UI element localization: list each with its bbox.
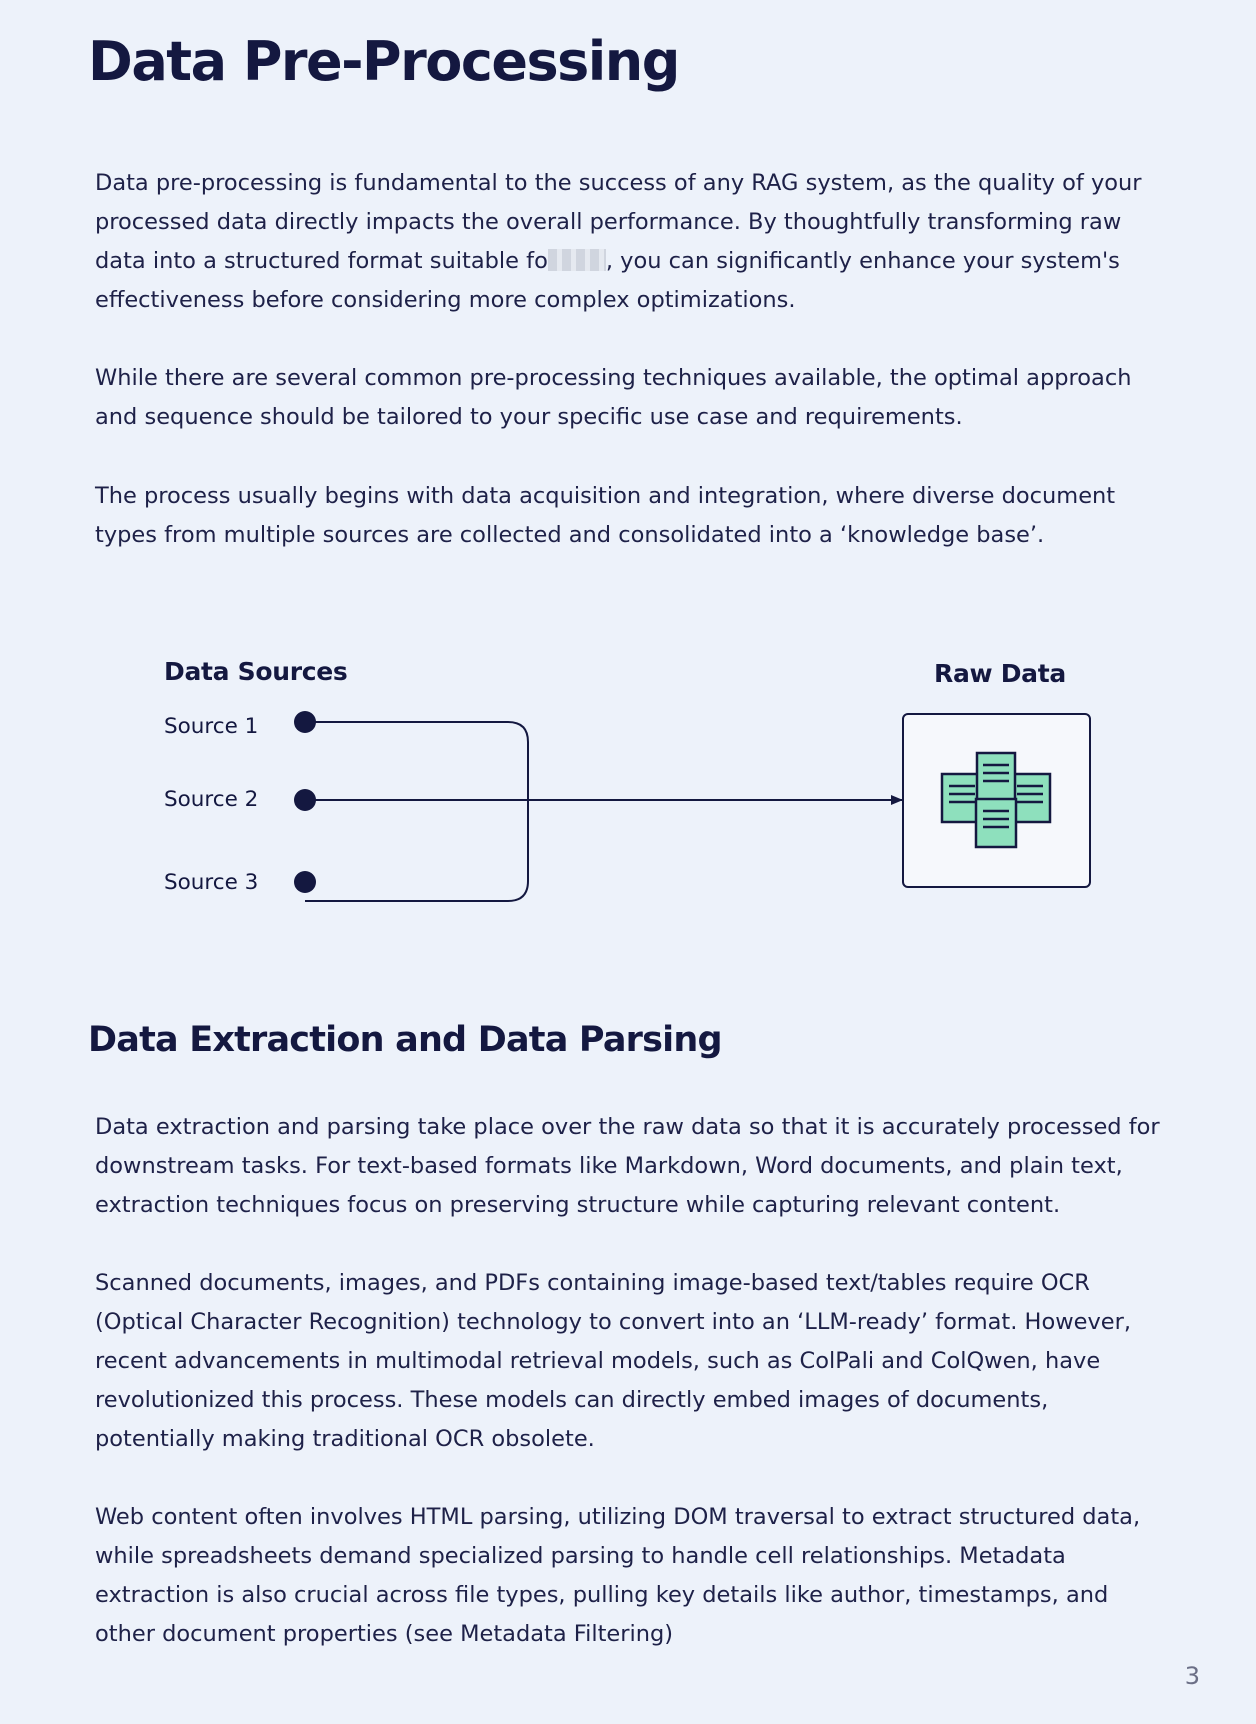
extraction-paragraph-2: Scanned documents, images, and PDFs containing image-based text/tables require OCR (Optical Character Recognition) technology to convert into an ‘LLM-ready’ format. However, recent advancements in multimodal retrieval models, such as ColPali and ColQwen, have revolutionized this process. These models can directly embed images of documents, potentially making traditional OCR obsolete. bbox=[95, 1270, 1132, 1452]
page-number: 3 bbox=[1184, 1662, 1200, 1690]
source-label-1: Source 1 bbox=[164, 714, 259, 739]
intro-paragraph-1 bbox=[95, 164, 1175, 320]
extraction-paragraph-3: Web content often involves HTML parsing, utilizing DOM traversal to extract structured data, while spreadsheets demand specialized parsing to handle cell relationships. Metadata extraction is also crucial across file types, pulling key details like author, timestamps, and other document properties (see Metadata Filtering) bbox=[95, 1504, 1141, 1647]
connector-lines bbox=[305, 722, 902, 901]
source-1-node bbox=[294, 711, 316, 733]
intro-paragraph-2: While there are several common pre-processing techniques available, the optimal approach and sequence should be tailored to your specific use case and requirements. bbox=[95, 365, 1132, 430]
raw-data-heading: Raw Data bbox=[934, 659, 1066, 688]
intro-paragraph-1-end: , you can significantly enhance your system's effectiveness before considering more complex optimizations. bbox=[95, 248, 1120, 313]
data-sources-heading: Data Sources bbox=[164, 657, 348, 686]
source-3-node bbox=[294, 871, 316, 893]
intro-paragraph-1-start: Data pre-processing is fundamental to the success of any RAG system, as the quality of your processed data directly impacts the overall performance. By thoughtfully transforming raw data into a structured format suitable fo bbox=[95, 170, 1142, 274]
document-icon-top bbox=[977, 753, 1015, 801]
extraction-paragraph-1: Data extraction and parsing take place over the raw data so that it is accurately processed for downstream tasks. For text-based formats like Markdown, Word documents, and plain text, extraction techniques focus on preserving structure while capturing relevant content. bbox=[95, 1114, 1160, 1218]
redacted-text bbox=[548, 249, 606, 271]
source-2-node bbox=[294, 789, 316, 811]
intro-paragraph-3: The process usually begins with data acquisition and integration, where diverse document types from multiple sources are collected and consolidated into a ‘knowledge base’. bbox=[95, 483, 1116, 548]
section-title-extraction: Data Extraction and Data Parsing bbox=[88, 1020, 722, 1060]
diagram-graphic bbox=[0, 620, 1256, 940]
page-title: Data Pre-Processing bbox=[88, 30, 679, 93]
data-sources-diagram bbox=[0, 620, 1256, 940]
source-1-connector bbox=[305, 722, 528, 901]
source-label-2: Source 2 bbox=[164, 787, 259, 812]
source-label-3: Source 3 bbox=[164, 870, 259, 895]
document-icon-bottom bbox=[976, 799, 1016, 847]
